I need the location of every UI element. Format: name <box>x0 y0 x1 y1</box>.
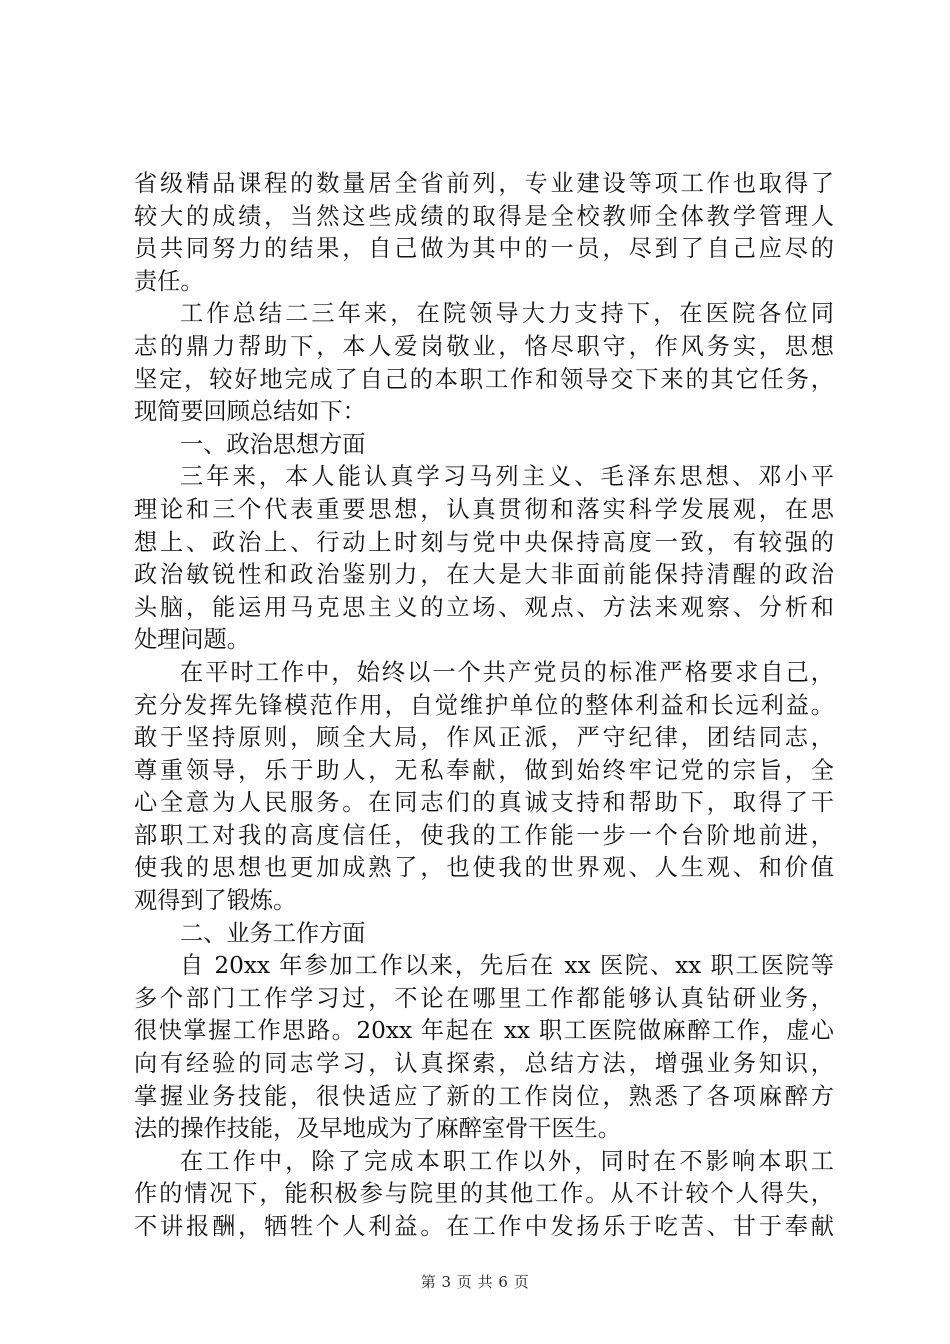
text-line: 观得到了锻炼。 <box>134 887 297 915</box>
text-line: 不讲报酬，牺牲个人利益。在工作中发扬乐于吃苦、甘于奉献 <box>134 1213 834 1240</box>
text-line: 尊重领导，乐于助人，无私奉献，做到始终牢记党的宗旨，全 <box>134 756 834 784</box>
page-footer: 第 3 页 共 6 页 <box>420 1273 530 1291</box>
document-body <box>134 168 834 1244</box>
text-line: 省级精品课程的数量居全省前列，专业建设等项工作也取得了 <box>134 170 834 197</box>
section-heading: 一、政治思想方面 <box>180 430 366 458</box>
text-line: 员共同努力的结果，自己做为其中的一员，尽到了自己应尽的 <box>134 235 834 263</box>
text-line: 很快掌握工作思路。20xx 年起在 xx 职工医院做麻醉工作，虚心 <box>134 1017 834 1045</box>
text-line: 工作总结二三年来，在院领导大力支持下，在医院各位同 <box>180 300 834 328</box>
text-line: 坚定，较好地完成了自己的本职工作和领导交下来的其它任务， <box>134 365 834 393</box>
text-line: 充分发挥先锋模范作用，自觉维护单位的整体利益和长远利益。 <box>134 691 834 719</box>
text-line: 较大的成绩，当然这些成绩的取得是全校教师全体教学管理人 <box>134 202 834 230</box>
text-line: 现简要回顾总结如下： <box>134 398 366 426</box>
text-line: 心全意为人民服务。在同志们的真诚支持和帮助下，取得了干 <box>134 789 834 817</box>
text-line: 自 20xx 年参加工作以来，先后在 xx 医院、xx 职工医院等 <box>180 952 834 980</box>
text-line: 志的鼎力帮助下，本人爱岗敬业，恪尽职守，作风务实，思想 <box>134 332 834 360</box>
text-line: 部职工对我的高度信任，使我的工作能一步一个台阶地前进， <box>134 821 834 849</box>
text-line: 在平时工作中，始终以一个共产党员的标准严格要求自己， <box>180 658 834 686</box>
text-line: 敢于坚持原则，顾全大局，作风正派，严守纪律，团结同志， <box>134 724 834 752</box>
text-line: 处理问题。 <box>134 626 250 654</box>
text-line: 政治敏锐性和政治鉴别力，在大是大非面前能保持清醒的政治 <box>134 561 834 589</box>
text-line: 头脑，能运用马克思主义的立场、观点、方法来观察、分析和 <box>134 593 834 621</box>
text-line: 在工作中，除了完成本职工作以外，同时在不影响本职工 <box>180 1147 834 1175</box>
text-line: 作的情况下，能积极参与院里的其他工作。从不计较个人得失， <box>134 1180 834 1208</box>
text-line: 责任。 <box>134 267 204 295</box>
text-line: 向有经验的同志学习，认真探索，总结方法，增强业务知识， <box>134 1050 834 1078</box>
text-line: 多个部门工作学习过，不论在哪里工作都能够认真钻研业务， <box>134 984 834 1012</box>
text-line: 理论和三个代表重要思想，认真贯彻和落实科学发展观，在思 <box>134 495 834 523</box>
text-line: 想上、政治上、行动上时刻与党中央保持高度一致，有较强的 <box>134 528 834 556</box>
text-line: 使我的思想也更加成熟了，也使我的世界观、人生观、和价值 <box>134 854 834 882</box>
text-line: 法的操作技能，及早地成为了麻醉室骨干医生。 <box>134 1115 621 1143</box>
text-line: 掌握业务技能，很快适应了新的工作岗位，熟悉了各项麻醉方 <box>134 1082 834 1110</box>
text-line: 三年来，本人能认真学习马列主义、毛泽东思想、邓小平 <box>180 463 834 491</box>
section-heading: 二、业务工作方面 <box>180 919 366 947</box>
